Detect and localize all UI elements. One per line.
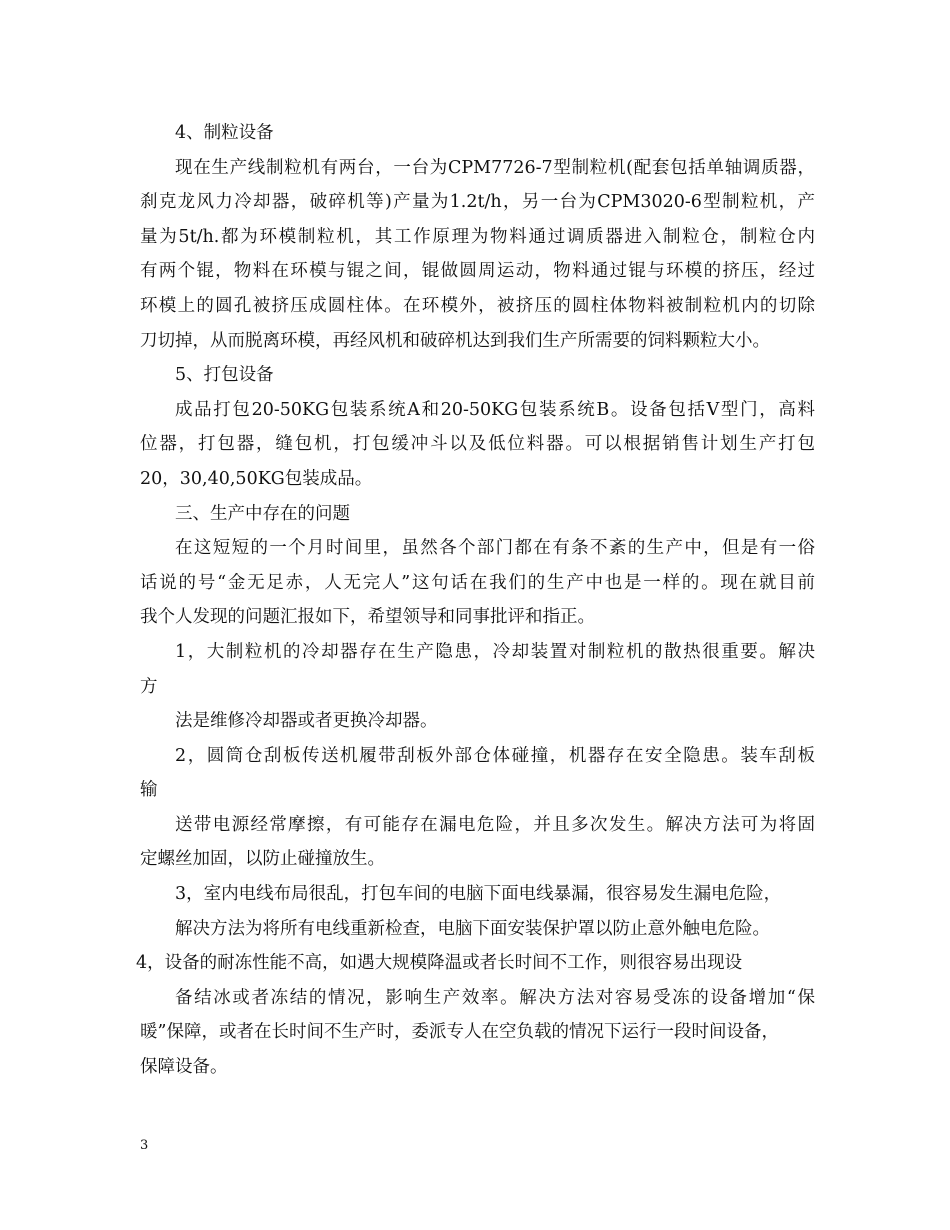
paragraph-line: 在这短短的一个月时间里，虽然各个部门都在有条不紊的生产中，但是有一俗 [175, 538, 815, 559]
paragraph-line: 送带电源经常摩擦，有可能存在漏电危险，并且多次发生。解决方法可为将固 [175, 814, 815, 835]
paragraph-line: 刀切掉，从而脱离环模，再经风机和破碎机达到我们生产所需要的饲料颗粒大小。 [140, 330, 770, 351]
problem-item-4: 4，设备的耐冻性能不高，如遇大规模降温或者长时间不工作，则很容易出现设 [136, 953, 743, 974]
paragraph-line: 方 [140, 676, 158, 697]
section-heading-production-problems: 三、生产中存在的问题 [175, 503, 350, 524]
paragraph-line: 定螺丝加固，以防止碰撞放生。 [140, 849, 385, 870]
problem-item-1: 1，大制粒机的冷却器存在生产隐患，冷却装置对制粒机的散热很重要。解决 [175, 641, 815, 662]
document-body [136, 116, 815, 1085]
paragraph-line: 现在生产线制粒机有两台，一台为CPM7726-7型制粒机(配套包括单轴调质器， [175, 157, 815, 178]
section-heading-pelleting-equipment: 4、制粒设备 [175, 123, 274, 143]
section-heading-packing-equipment: 5、打包设备 [175, 365, 274, 386]
paragraph-line: 备结冰或者冻结的情况，影响生产效率。解决方法对容易受冻的设备增加“保 [175, 987, 815, 1008]
paragraph-line: 我个人发现的问题汇报如下，希望领导和同事批评和指正。 [140, 607, 595, 628]
page-number: 3 [140, 1138, 149, 1153]
paragraph-line: 话说的号“金无足赤，人无完人”这句话在我们的生产中也是一样的。现在就目前 [140, 572, 815, 593]
paragraph-line: 保障设备。 [140, 1057, 228, 1078]
paragraph-line: 有两个锟，物料在环模与锟之间，锟做圆周运动，物料通过锟与环模的挤压，经过 [140, 261, 815, 282]
problem-item-3: 3，室内电线布局很乱，打包车间的电脑下面电线暴漏，很容易发生漏电危险， [175, 884, 782, 905]
paragraph-line: 解决方法为将所有电线重新检查，电脑下面安装保护罩以防止意外触电危险。 [175, 918, 770, 939]
problem-item-2: 2，圆筒仓刮板传送机履带刮板外部仓体碰撞，机器存在安全隐患。装车刮板 [175, 745, 815, 766]
paragraph-line: 暖”保障，或者在长时间不生产时，委派专人在空负载的情况下运行一段时间设备， [140, 1022, 779, 1043]
paragraph-line: 环模上的圆孔被挤压成圆柱体。在环模外，被挤压的圆柱体物料被制粒机内的切除 [140, 295, 815, 316]
paragraph-line: 输 [140, 780, 158, 801]
paragraph-line: 位器，打包器，缝包机，打包缓冲斗以及低位料器。可以根据销售计划生产打包 [140, 434, 815, 455]
paragraph-line: 刹克龙风力冷却器，破碎机等)产量为1.2t/h，另一台为CPM3020-6型制粒机，产 [140, 192, 815, 213]
paragraph-line: 法是维修冷却器或者更换冷却器。 [175, 711, 438, 732]
paragraph-line: 成品打包20-50KG包装系统A和20-50KG包装系统B。设备包括V型门，高料 [175, 399, 815, 420]
paragraph-line: 量为5t/h.都为环模制粒机，其工作原理为物料通过调质器进入制粒仓，制粒仓内 [140, 226, 815, 247]
paragraph-line: 20，30,40,50KG包装成品。 [140, 468, 373, 489]
